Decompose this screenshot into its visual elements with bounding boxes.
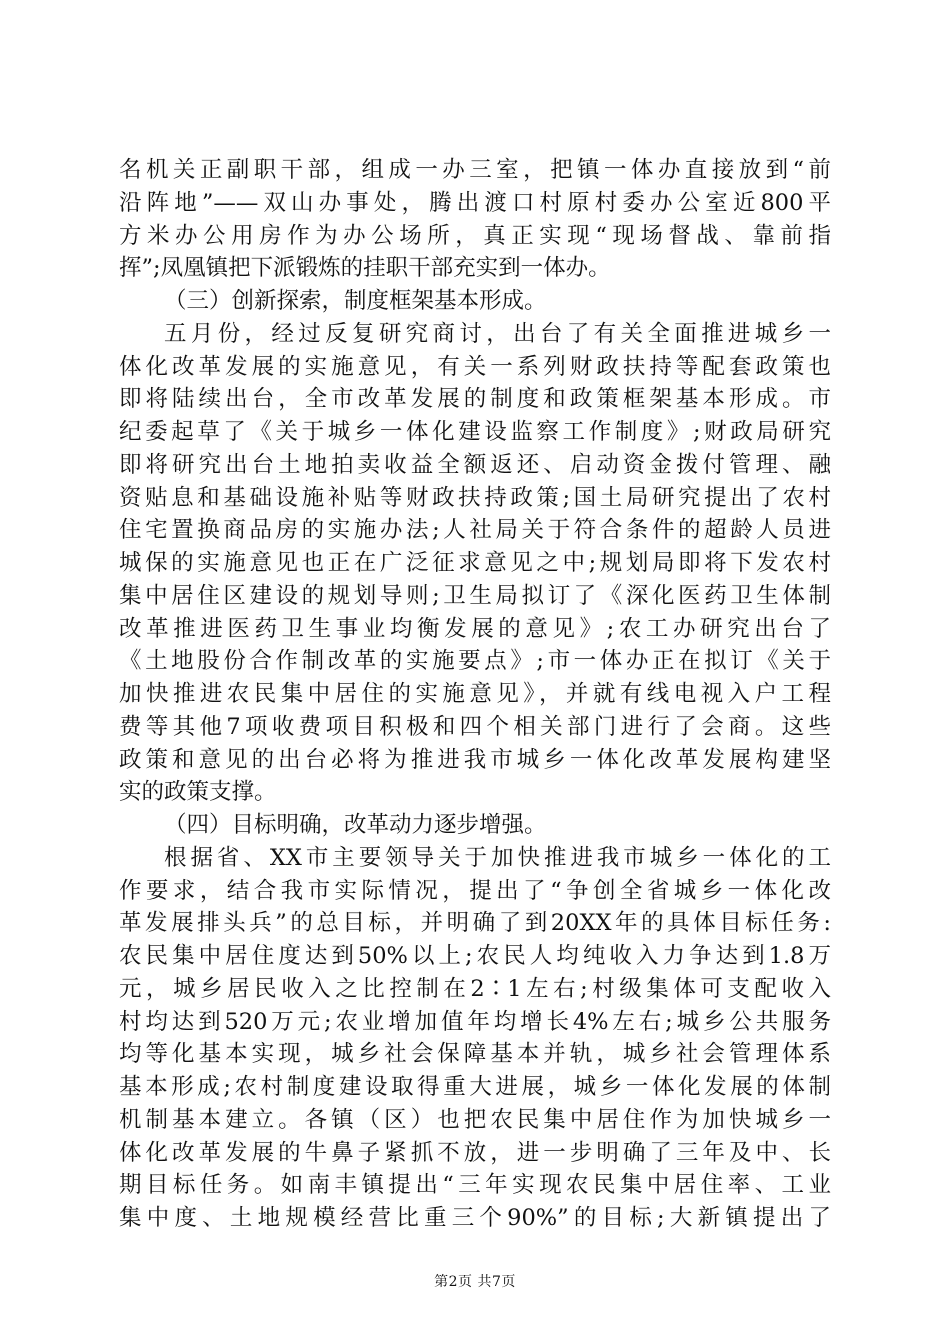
text-line: 元，城乡居民收入之比控制在2∶1左右;村级集体可支配收入	[119, 975, 831, 1002]
text-line: 集中居住区建设的规划导则;卫生局拟订了《深化医药卫生体制	[119, 582, 831, 609]
text-line: 资贴息和基础设施补贴等财政扶持政策;国土局研究提出了农村	[119, 484, 831, 511]
text-line: 农民集中居住度达到50%以上;农民人均纯收入力争达到1.8万	[119, 943, 831, 969]
text-line: 方米办公用房作为办公场所，真正实现“现场督战、靠前指	[119, 222, 831, 249]
text-line: 纪委起草了《关于城乡一体化建设监察工作制度》;财政局研究	[119, 419, 831, 445]
text-line: 费等其他7项收费项目积极和四个相关部门进行了会商。这些	[119, 713, 831, 740]
text-line: 即将陆续出台，全市改革发展的制度和政策框架基本形成。市	[119, 386, 831, 413]
text-line: 机制基本建立。各镇（区）也把农民集中居住作为加快城乡一	[119, 1106, 831, 1133]
text-line: 根据省、XX市主要领导关于加快推进我市城乡一体化的工	[164, 844, 831, 871]
text-line: 体化改革发展的牛鼻子紧抓不放，进一步明确了三年及中、长	[119, 1139, 831, 1166]
text-line: 期目标任务。如南丰镇提出“三年实现农民集中居住率、工业	[119, 1172, 831, 1199]
text-line: 住宅置换商品房的实施办法;人社局关于符合条件的超龄人员进	[119, 517, 831, 544]
section-heading: （四）目标明确，改革动力逐步增强。	[164, 812, 547, 838]
section-heading: （三）创新探索，制度框架基本形成。	[164, 288, 547, 314]
text-line: 作要求，结合我市实际情况，提出了“争创全省城乡一体化改	[119, 877, 831, 904]
text-line: 政策和意见的出台必将为推进我市城乡一体化改革发展构建坚	[119, 746, 831, 773]
text-line: 村均达到520万元;农业增加值年均增长4%左右;城乡公共服务	[119, 1008, 831, 1035]
text-line: 集中度、土地规模经营比重三个90%”的目标;大新镇提出了	[119, 1205, 831, 1231]
text-line: 基本形成;农村制度建设取得重大进展，城乡一体化发展的体制	[119, 1074, 831, 1100]
text-line: 即将研究出台土地拍卖收益全额返还、启动资金拨付管理、融	[119, 451, 831, 478]
text-line: 均等化基本实现，城乡社会保障基本并轨，城乡社会管理体系	[119, 1041, 831, 1068]
page-footer: 第2页 共7页	[434, 1274, 516, 1290]
text-line: 名机关正副职干部，组成一办三室，把镇一体办直接放到“前	[119, 157, 831, 183]
text-line: 加快推进农民集中居住的实施意见》，并就有线电视入户工程	[119, 681, 831, 707]
text-line: 沿阵地”——双山办事处，腾出渡口村原村委办公室近800平	[119, 189, 831, 216]
text-line: 城保的实施意见也正在广泛征求意见之中;规划局即将下发农村	[119, 550, 831, 576]
text-line: 改革推进医药卫生事业均衡发展的意见》;农工办研究出台了	[119, 615, 831, 642]
text-line: 体化改革发展的实施意见，有关一系列财政扶持等配套政策也	[119, 353, 831, 380]
document-body	[119, 154, 831, 1235]
text-line: 挥”;凤凰镇把下派锻炼的挂职干部充实到一体办。	[119, 255, 611, 282]
text-line: 五月份，经过反复研究商讨，出台了有关全面推进城乡一	[164, 320, 831, 347]
text-line: 实的政策支撑。	[119, 779, 277, 806]
text-line: 革发展排头兵”的总目标，并明确了到20XX年的具体目标任务:	[119, 910, 831, 937]
text-line: 《土地股份合作制改革的实施要点》;市一体办正在拟订《关于	[119, 648, 831, 675]
